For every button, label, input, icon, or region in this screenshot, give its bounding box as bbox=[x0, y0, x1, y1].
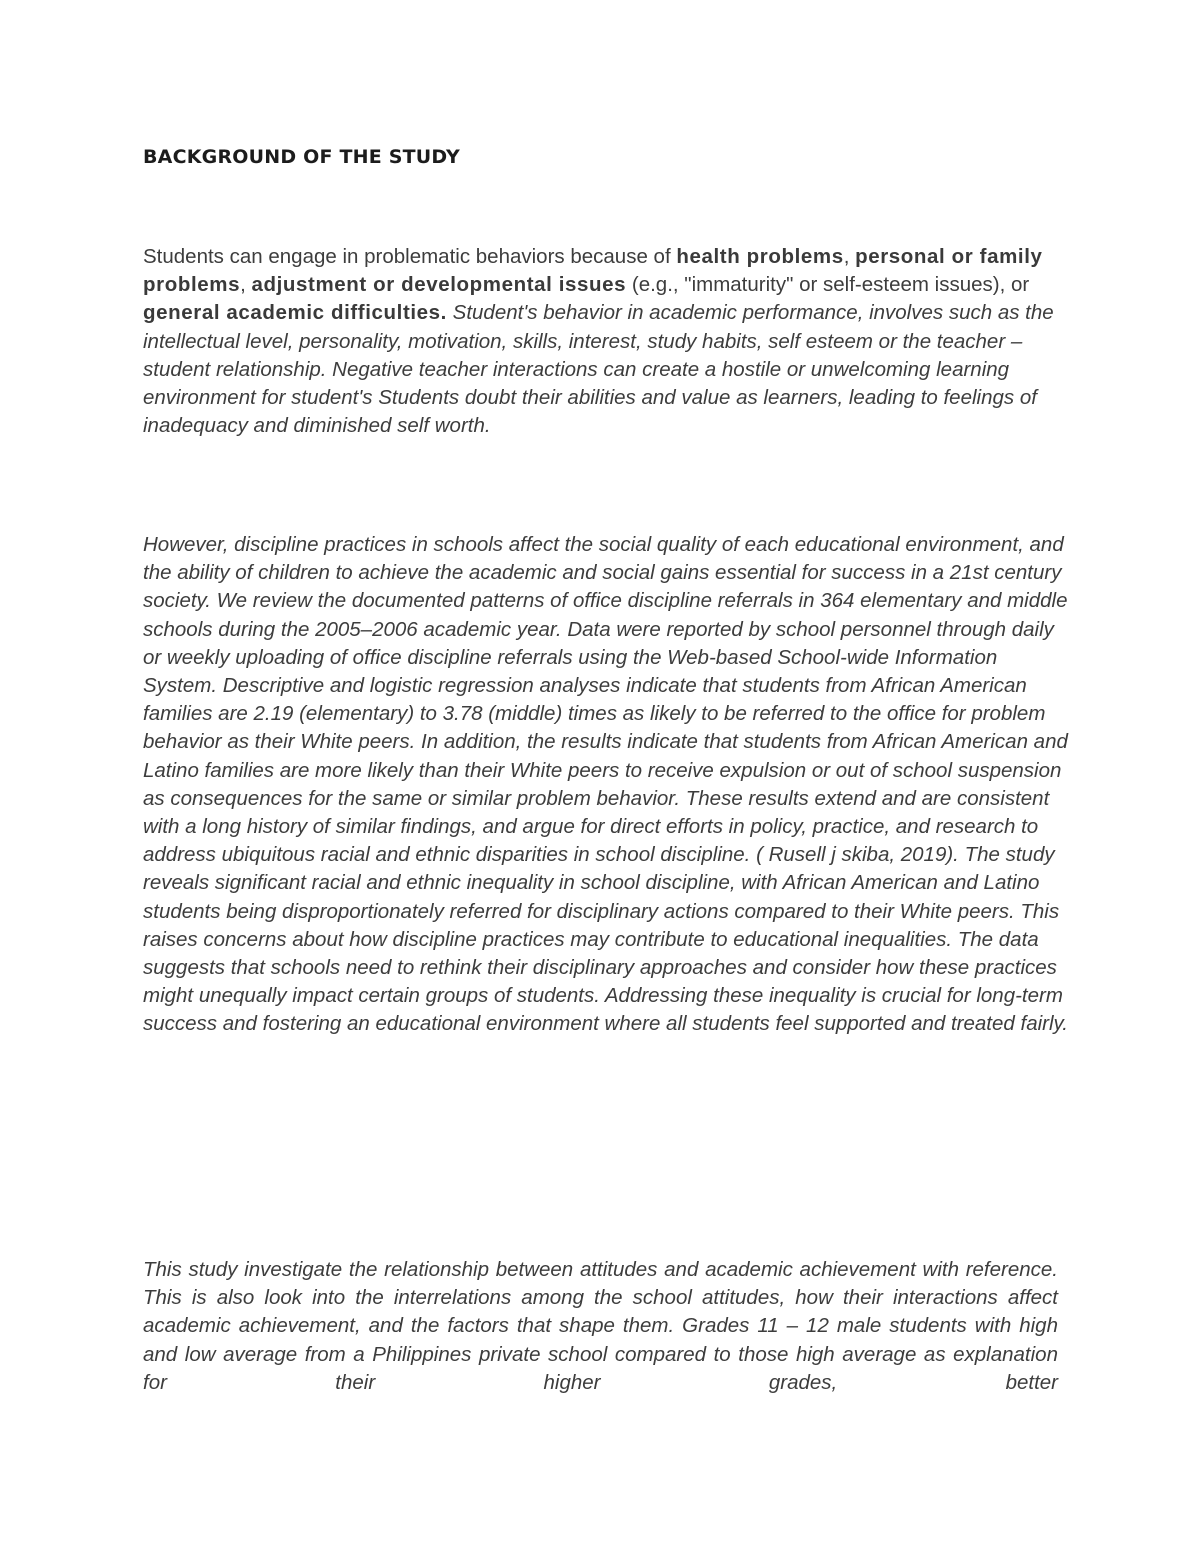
paragraph1-segment-bold: adjustment or developmental issues bbox=[251, 273, 627, 297]
paragraph-problematic-behaviors bbox=[143, 243, 1063, 440]
paragraph1-segment-normal: (e.g., "immaturity" or self-esteem issues), or bbox=[626, 273, 1030, 297]
paragraph1-segment-bold: personal or family problems bbox=[143, 245, 1043, 297]
paragraph1-segment-normal: , bbox=[240, 273, 252, 297]
paragraph-study-text: This study investigate the relationship between attitudes and academic achievement with reference. This is also look into the interrelations among the school attitudes, how their interactions affect academic achievement, and the factors that shape them. Grades 11 – 12 male students with high and low average from a Philippines private school compared to those high average as explanation for their higher grades, better bbox=[143, 1258, 1058, 1394]
section-heading: BACKGROUND OF THE STUDY bbox=[143, 146, 460, 168]
paragraph1-segment-normal: Students can engage in problematic behaviors because of bbox=[143, 245, 677, 268]
paragraph1-segment-bold: health problems bbox=[676, 245, 844, 268]
paragraph1-segment-bold: general academic difficulties. bbox=[143, 301, 447, 325]
paragraph-study-investigation bbox=[143, 1256, 1058, 1397]
paragraph1-segment-normal: , bbox=[843, 245, 856, 268]
paragraph-discipline-text: However, discipline practices in schools affect the social quality of each educational environment, and the ability of children to achieve the academic and social gains essential for success in a 21st century society. We review the documented patterns of office discipline referrals in 364 elementary and middle schools during the 2005–2006 academic year. Data were reported by school personnel through daily or weekly uploading of office discipline referrals using the Web-based School-wide Information System. Descriptive and logistic regression analyses indicate that students from African American families are 2.19 (elementary) to 3.78 (middle) times as likely to be referred to the office for problem behavior as their White peers. In addition, the results indicate that students from African American and Latino families are more likely than their White peers to receive expulsion or out of school suspension as consequences for the same or similar problem behavior. These results extend and are consistent with a long history of similar findings, and argue for direct efforts in policy, practice, and research to address ubiquitous racial and ethnic disparities in school discipline. ( Rusell j skiba, 2019). The study reveals significant racial and ethnic inequality in school discipline, with African American and Latino students being disproportionately referred for disciplinary actions compared to their White peers. This raises concerns about how discipline practices may contribute to educational inequalities. The data suggests that schools need to rethink their disciplinary approaches and consider how these practices might unequally impact certain groups of students. Addressing these inequality is crucial for long-term success and fostering an educational environment where all students feel supported and treated fairly. bbox=[143, 533, 1068, 1036]
paragraph-discipline-practices bbox=[143, 531, 1068, 1039]
paragraph1-segment-italic: Student's behavior in academic performance, involves such as the intellectual level, personality, motivation, skills, interest, study habits, self esteem or the teacher – student relationship. Negative teacher interactions can create a hostile or unwelcoming learning environment for student's Students doubt their abilities and value as learners, leading to feelings of inadequacy and diminished self worth. bbox=[143, 301, 1054, 438]
